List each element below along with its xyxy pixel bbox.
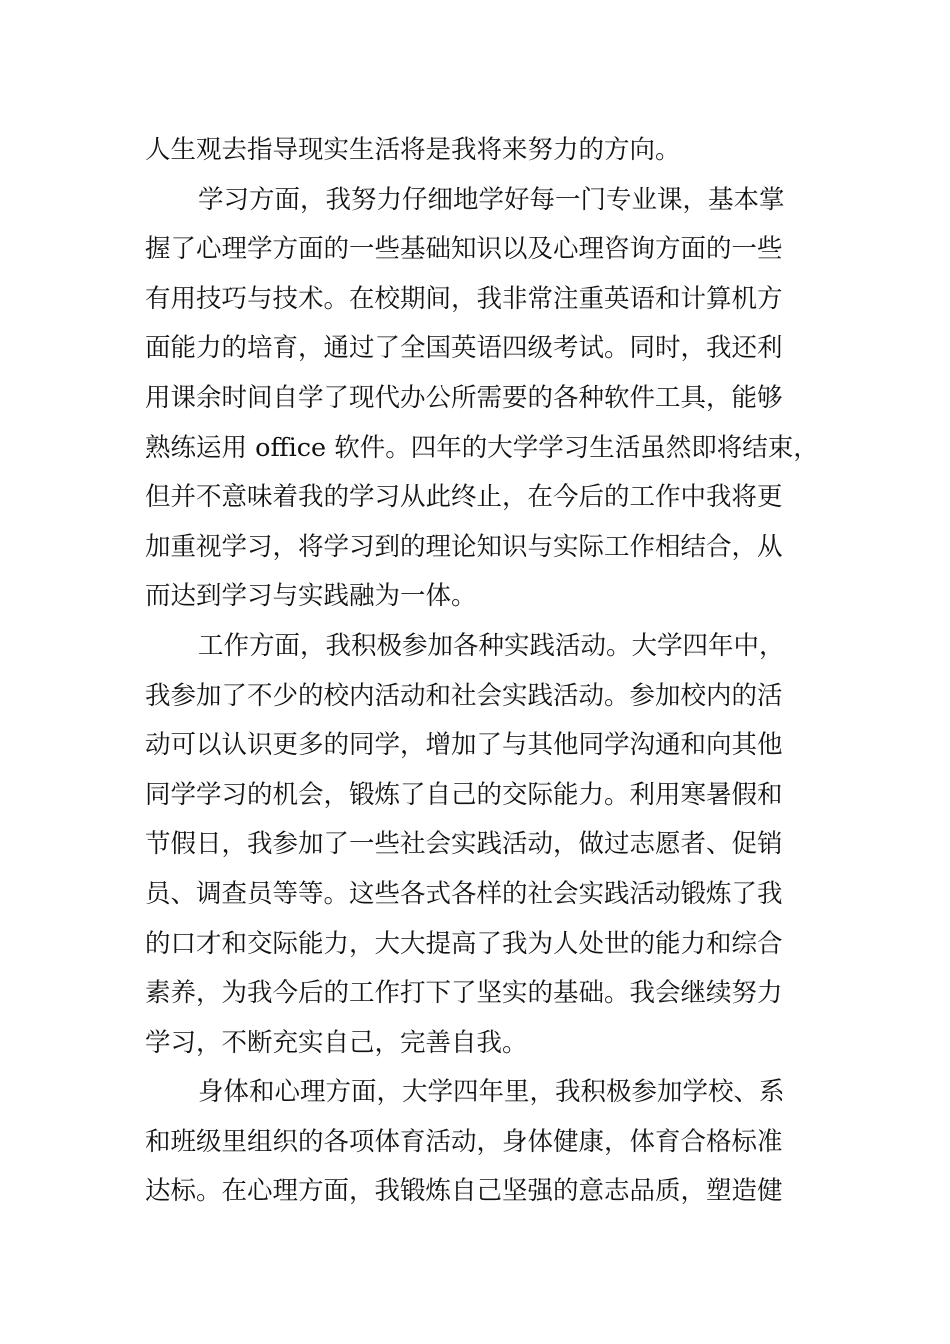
text-line: 而达到学习与实践融为一体。 [145,581,477,612]
text-line: 我参加了不少的校内活动和社会实践活动。参加校内的活 [145,680,783,711]
text-line: 同学学习的机会，锻炼了自己的交际能力。利用寒暑假和 [145,779,783,810]
text-line: 学习，不断充实自己，完善自我。 [145,1027,528,1058]
text-line: 面能力的培育，通过了全国英语四级考试。同时，我还利 [145,333,783,364]
text-line: 达标。在心理方面，我锻炼自己坚强的意志品质，塑造健 [145,1176,783,1207]
paragraph-start-study: 学习方面，我努力仔细地学好每一门专业课，基本掌 [198,184,785,215]
text-line: 有用技巧与技术。在校期间，我非常注重英语和计算机方 [145,283,783,314]
document-body [145,126,825,1217]
text-line: 员、调查员等等。这些各式各样的社会实践活动锻炼了我 [145,878,783,909]
text-line: 加重视学习，将学习到的理论知识与实际工作相结合，从 [145,531,783,562]
text-line: 熟练运用 office 软件。四年的大学学习生活虽然即将结束， [145,432,819,463]
text-line: 的口才和交际能力，大大提高了我为人处世的能力和综合 [145,928,783,959]
paragraph-start-health: 身体和心理方面，大学四年里，我积极参加学校、系 [198,1077,785,1108]
text-line: 素养，为我今后的工作打下了坚实的基础。我会继续努力 [145,978,783,1009]
text-line: 人生观去指导现实生活将是我将来努力的方向。 [145,135,681,165]
text-line: 用课余时间自学了现代办公所需要的各种软件工具，能够 [145,382,783,413]
text-line: 握了心理学方面的一些基础知识以及心理咨询方面的一些 [145,234,783,265]
paragraph-start-work: 工作方面，我积极参加各种实践活动。大学四年中， [198,630,785,661]
text-line: 但并不意味着我的学习从此终止，在今后的工作中我将更 [145,482,783,513]
text-line: 和班级里组织的各项体育活动，身体健康，体育合格标准 [145,1126,783,1157]
text-line: 节假日，我参加了一些社会实践活动，做过志愿者、促销 [145,829,783,860]
text-line: 动可以认识更多的同学，增加了与其他同学沟通和向其他 [145,730,783,761]
